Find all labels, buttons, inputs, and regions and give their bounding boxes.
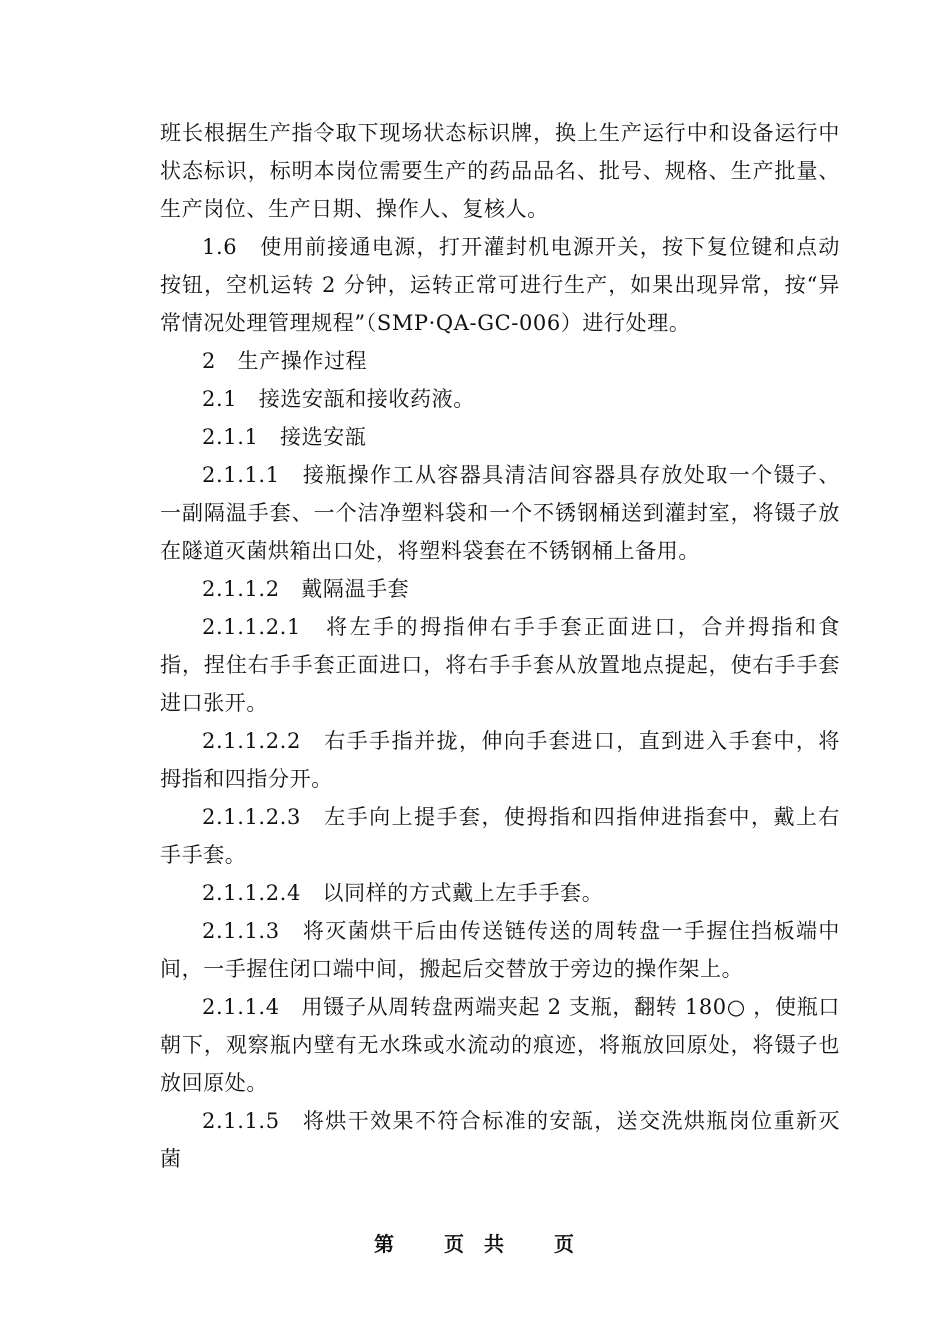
paragraph: 2.1.1.1 接瓶操作工从容器具清洁间容器具存放处取一个镊子、一副隔温手套、一个洁净塑料袋和一个不锈钢桶送到灌封室，将镊子放在隧道灭菌烘箱出口处，将塑料袋套在不锈钢桶上备用。: [160, 463, 840, 563]
footer-ye: 页: [444, 1232, 466, 1256]
paragraph: 2.1.1.2.1 将左手的拇指伸右手手套正面进口，合并拇指和食指，捏住右手手套正面进口，将右手手套从放置地点提起，使右手手套进口张开。: [160, 615, 840, 715]
paragraph: 1.6 使用前接通电源，打开灌封机电源开关，按下复位键和点动按钮，空机运转 2 分钟，运转正常可进行生产，如果出现异常，按“异常情况处理管理规程”（SMP·QA-GC-006）进行处理。: [160, 235, 840, 335]
footer-gong: 共: [484, 1232, 506, 1256]
document-body: [160, 114, 840, 1178]
section-heading: 2 生产操作过程: [202, 349, 368, 373]
paragraph: 2.1.1.5 将烘干效果不符合标准的安瓿，送交洗烘瓶岗位重新灭菌: [160, 1109, 840, 1171]
subsection-heading: 2.1.1 接选安瓿: [202, 425, 367, 449]
paragraph: 2.1.1.2.4 以同样的方式戴上左手手套。: [202, 881, 604, 905]
paragraph: 2.1.1.2.3 左手向上提手套，使拇指和四指伸进指套中，戴上右手手套。: [160, 805, 840, 867]
page-footer: [0, 1228, 950, 1257]
subsection-heading: 2.1 接选安瓿和接收药液。: [202, 387, 475, 411]
footer-di: 第: [374, 1232, 396, 1256]
paragraph: 班长根据生产指令取下现场状态标识牌，换上生产运行中和设备运行中状态标识，标明本岗位需要生产的药品品名、批号、规格、生产批量、生产岗位、生产日期、操作人、复核人。: [160, 121, 840, 221]
paragraph: 2.1.1.3 将灭菌烘干后由传送链传送的周转盘一手握住挡板端中间，一手握住闭口端中间，搬起后交替放于旁边的操作架上。: [160, 919, 840, 981]
footer-ye: 页: [554, 1232, 576, 1256]
subsection-heading: 2.1.1.2 戴隔温手套: [202, 577, 410, 601]
paragraph: 2.1.1.2.2 右手手指并拢，伸向手套进口，直到进入手套中，将拇指和四指分开。: [160, 729, 840, 791]
paragraph: 2.1.1.4 用镊子从周转盘两端夹起 2 支瓶，翻转 180○ ，使瓶口朝下，观察瓶内壁有无水珠或水流动的痕迹，将瓶放回原处，将镊子也放回原处。: [160, 995, 840, 1095]
